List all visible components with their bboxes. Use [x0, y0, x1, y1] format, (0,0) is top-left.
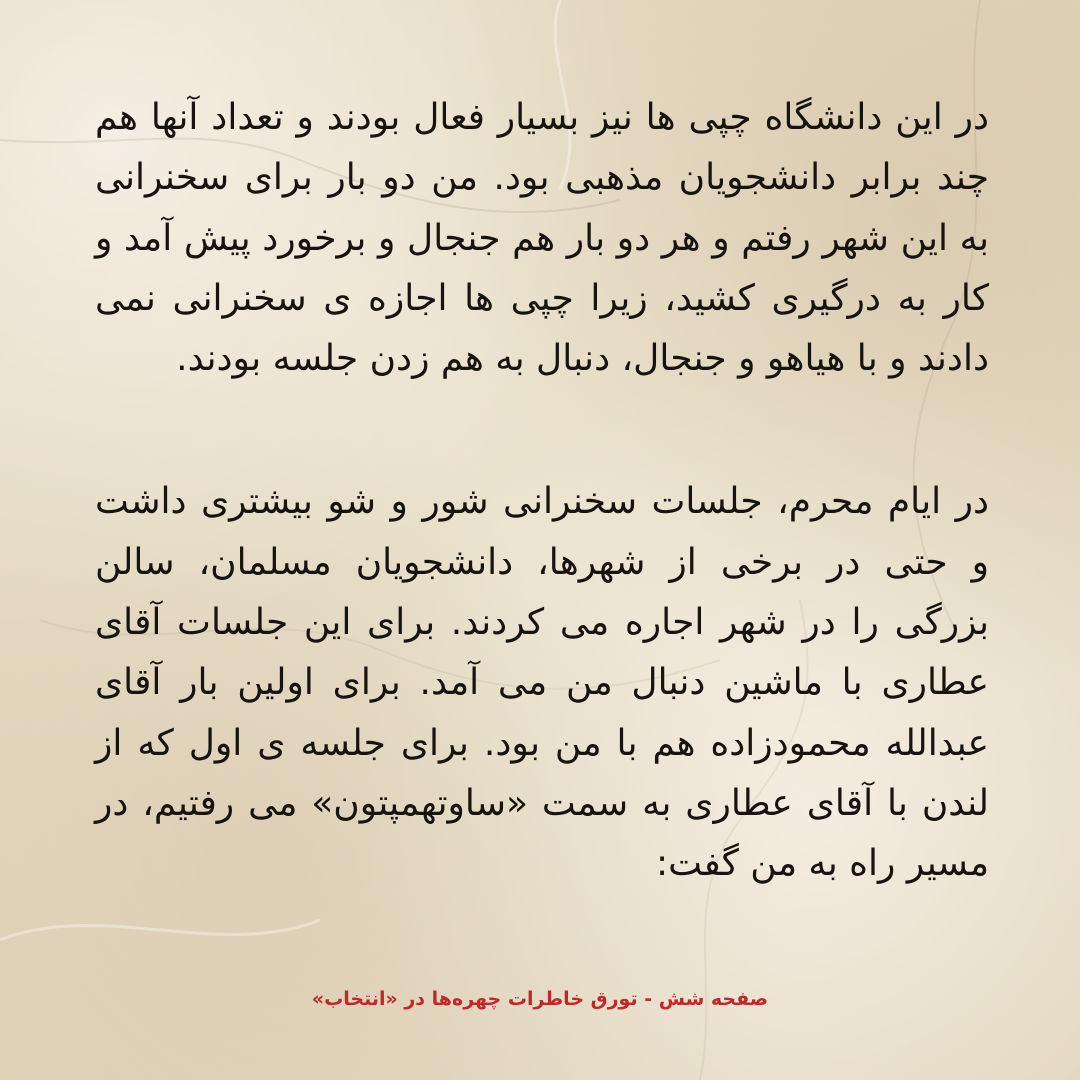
- paragraph-2: در ایام محرم، جلسات سخنرانی شور و شو بیشتری داشت و حتی در برخی از شهرها، دانشجویان مسلمان، سالن بزرگی را در شهر اجاره می کردند. برای این جلسات آقای عطاری با ماشین دنبال من می آمد. برای اولین بار آقای عبدالله محمودزاده هم با من بود. برای جلسه ی اول که از لندن با آقای عطاری به سمت «ساوتهمپتون» می رفتیم، در مسیر راه به من گفت:: [95, 481, 989, 885]
- page-footer-caption: صفحه شش - تورق خاطرات چهره‌ها در «انتخاب»: [311, 988, 769, 1010]
- paragraph-spacer: [95, 389, 989, 472]
- article-body: [95, 88, 989, 895]
- paragraph-1: در این دانشگاه چپی ها نیز بسیار فعال بودند و تعداد آنها هم چند برابر دانشجویان مذهبی بود. من دو بار برای سخنرانی به این شهر رفتم و هر دو بار هم جنجال و برخورد پیش آمد و کار به درگیری کشید، زیرا چپی ها اجازه ی سخنرانی نمی دادند و با هیاهو و جنجال، دنبال به هم زدن جلسه بودند.: [95, 97, 989, 380]
